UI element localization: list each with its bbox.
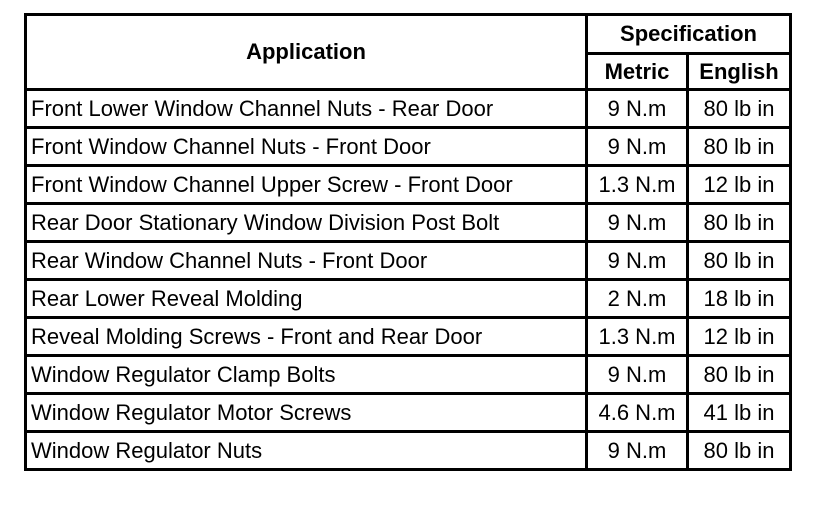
metric-header: Metric [587,54,688,90]
metric-cell: 9 N.m [587,432,688,470]
table-row [26,128,791,166]
application-cell: Rear Window Channel Nuts - Front Door [26,242,587,280]
metric-cell: 4.6 N.m [587,394,688,432]
header-row [26,15,791,54]
table-row [26,204,791,242]
english-cell: 80 lb in [688,242,791,280]
application-cell: Front Window Channel Nuts - Front Door [26,128,587,166]
application-cell: Rear Lower Reveal Molding [26,280,587,318]
english-cell: 12 lb in [688,318,791,356]
metric-cell: 2 N.m [587,280,688,318]
metric-cell: 9 N.m [587,204,688,242]
application-cell: Window Regulator Motor Screws [26,394,587,432]
application-header: Application [26,15,587,90]
english-cell: 80 lb in [688,128,791,166]
application-cell: Window Regulator Clamp Bolts [26,356,587,394]
table-row [26,356,791,394]
application-cell: Reveal Molding Screws - Front and Rear Door [26,318,587,356]
english-cell: 12 lb in [688,166,791,204]
english-cell: 18 lb in [688,280,791,318]
metric-cell: 1.3 N.m [587,166,688,204]
english-cell: 80 lb in [688,90,791,128]
english-cell: 41 lb in [688,394,791,432]
table-row [26,280,791,318]
english-cell: 80 lb in [688,356,791,394]
metric-cell: 9 N.m [587,356,688,394]
specification-header: Specification [587,15,791,54]
english-header: English [688,54,791,90]
metric-cell: 9 N.m [587,90,688,128]
metric-cell: 9 N.m [587,128,688,166]
english-cell: 80 lb in [688,432,791,470]
table-row [26,242,791,280]
table-row [26,166,791,204]
table-row [26,90,791,128]
application-cell: Rear Door Stationary Window Division Post Bolt [26,204,587,242]
application-cell: Front Lower Window Channel Nuts - Rear Door [26,90,587,128]
table-row [26,394,791,432]
metric-cell: 9 N.m [587,242,688,280]
table-row [26,432,791,470]
english-cell: 80 lb in [688,204,791,242]
application-cell: Window Regulator Nuts [26,432,587,470]
metric-cell: 1.3 N.m [587,318,688,356]
fastener-spec-table [24,13,792,471]
application-cell: Front Window Channel Upper Screw - Front Door [26,166,587,204]
table-row [26,318,791,356]
